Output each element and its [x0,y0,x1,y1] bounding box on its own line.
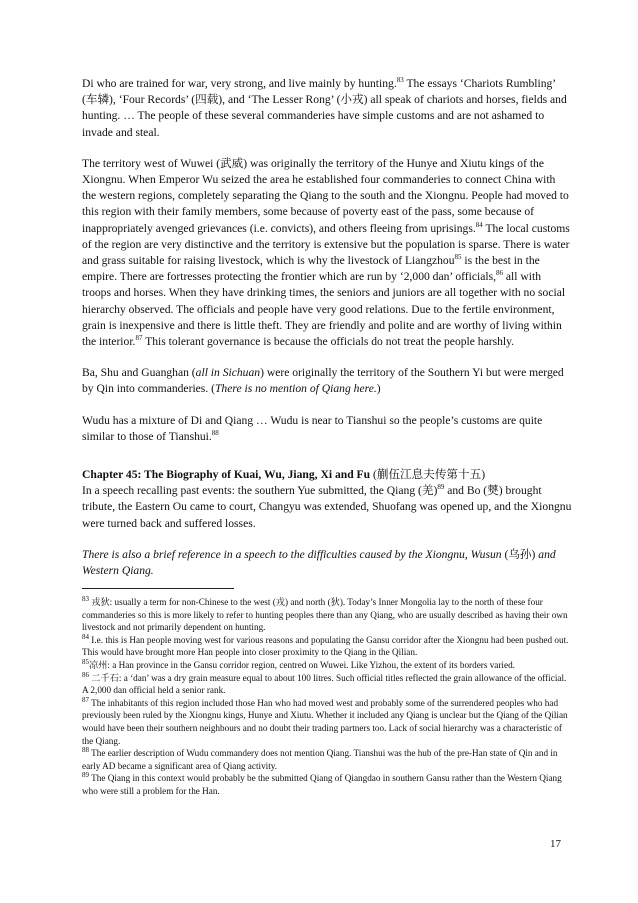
chapter-heading-chinese: (蒯伍江息夫传第十五) [370,468,486,482]
main-text [82,76,572,594]
footnote: $^{87}$ The inhabitants of this region included those Han who had moved west and probably some of the surrendered peoples who had previously been ruled by the Xiongnu kings, Hunye and Xiutu. Whether it included any Qiang is unclear but the Qiang of the Qilian would have been their southern neighbours and no doubt their trading partners too. Lack of social hierarchy was a characteristic of the Qiang. [82,695,568,746]
text-run: There is no mention of Qiang here. [214,382,377,396]
text-run: and Bo (僰) brought tribute, the Eastern Ou came to court, Changyu was extended, Shuofang was opened up, and the Xiongnu were turned back and suffered losses. [82,484,572,530]
footnote: $^{84}$ I.e. this is Han people moving west for various reasons and populating the Gansu corridor after the Xiongnu had been pushed out. This would have brought more Han people into closer proximity to the Qiang in the Qilian. [82,632,569,658]
paragraph-wuwei [82,156,572,350]
paragraph-wudu [82,413,572,445]
text-run: all in Sichuan [195,366,261,380]
footnote: $^{89}$ The Qiang in this context would probably be the submitted Qiang of Qiangdao in southern Gansu rather than the Western Qiang who were still a problem for the Han. [82,771,562,796]
paragraph-brief-reference [82,547,572,579]
text-run: In a speech recalling past events: the southern Yue submitted, the Qiang (羌) [82,484,438,498]
text-run: Ba, Shu and Guanghan ( [82,366,196,380]
paragraph-ba-shu-guanghan [82,365,572,397]
text-run: Wudu has a mixture of Di and Qiang … Wudu is near to Tianshui so the people’s customs are quite similar to those of Tianshui. [82,413,543,443]
footnote-ref: 84 [475,220,483,229]
text-run: The territory west of Wuwei (武威) was originally the territory of the Hunye and Xiutu kings of the Xiongnu. When Emperor Wu seized the area he established four commanderies to connect China with the western regions, completely separating the Qiang to the south and the Xiongnu. People had moved to this region with their family members, some because of poverty east of the pass, some because of inappropriately avenged grievances (i.e. convicts), and others fleeing from uprisings. [82,156,569,235]
text-run: all with troops and horses. When they have drinking times, the seniors and juniors are all together with no social hierarchy observed. The officials and people have very good relations. Due to the fertile environment, grain is inexpensive and there is little theft. They are friendly and polite and are worthy of living within the interior. [82,270,566,349]
text-run: ) were originally the territory of the Southern Yi but were merged by Qin into commanderies. ( [82,366,564,396]
footnote-ref: 86 [496,269,503,278]
chapter-heading-line [82,467,572,483]
footnote-ref: 87 [135,334,143,343]
paragraph-speech-recalling [82,483,572,532]
text-run: Di who are trained for war, very strong, and live mainly by hunting. [82,77,397,90]
footnote: $^{88}$ The earlier description of Wudu commandery does not mention Qiang. Tianshui was the hub of the pre-Han state of Qin and in early AD became a significant area of Qiang activity. [82,746,558,771]
text-run: The essays ‘Chariots Rumbling’ (车辚), ‘Four Records’ (四载), and ‘The Lesser Rong’ (小戎) all speak of chariots and horses, fields and hunting. … The people of these several commanderies have simple customs and are not ashamed to invade and steal. [82,77,567,139]
footnote-ref: 85 [454,253,462,262]
text-run: (乌孙) [501,547,539,561]
footnote: $^{83}$ 戎狄: usually a term for non-Chinese to the west (戎) and north (狄). Today’s Inner Mongolia lay to the north of these four commanderies so this is more likely to refer to hunting peoples there than any Qiang, who are usually described as having their own livestock and not primarily dependent on hunting. [82,594,568,633]
chapter-heading: Chapter 45: The Biography of Kuai, Wu, Jiang, Xi and Fu [82,468,371,482]
text-run: and Western Qiang. [82,547,556,578]
footnotes [82,596,572,798]
footnote: $^{85}$凉州: a Han province in the Gansu corridor region, centred on Wuwei. Like Yizhou, the extent of its borders varied. [82,657,515,670]
paragraph-chariots [82,76,572,141]
footnote-separator [82,588,234,589]
text-run: is the best in the empire. There are fortresses protecting the frontier which are run by ‘2,000 dan’ officials, [82,254,540,284]
text-run: ) [376,382,381,396]
footnote-ref: 88 [211,429,219,437]
footnote-ref: 89 [437,483,445,492]
footnote: $^{86}$ 二千石: a ‘dan’ was a dry grain measure equal to about 100 litres. Such official titles reflected the grain allowance of the official. A 2,000 dan official held a senior rank. [82,670,567,696]
text-run: There is also a brief reference in a speech to the difficulties caused by the Xiongnu, Wusun [82,547,502,561]
text-run: This tolerant governance is because the officials do not treat the people harshly. [142,335,515,349]
page-number: 17 [550,838,561,850]
footnote-ref: 83 [396,76,404,85]
text-run: The local customs of the region are very distinctive and the territory is extensive but the population is sparse. There is water and grass suitable for raising livestock, which is why the livestock of Liangzhou [82,221,570,268]
